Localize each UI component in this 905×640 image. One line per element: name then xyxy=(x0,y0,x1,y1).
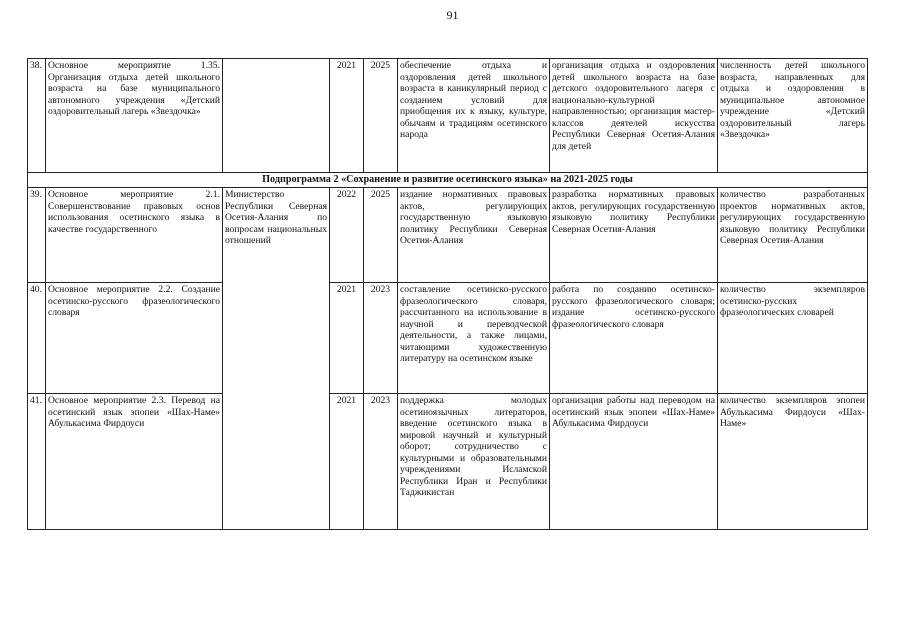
indicator-cell: количество экземпляров эпопеи Абулькасима Фирдоуси «Шах-Наме» xyxy=(718,394,868,530)
end-year-cell: 2025 xyxy=(364,188,398,283)
row-number: 38. xyxy=(28,59,46,173)
table-row xyxy=(28,283,868,394)
end-year-cell: 2025 xyxy=(364,59,398,173)
expected-result-cell: обеспечение отдыха и оздоровления детей школьного возраста в каникулярный период с созданием условий для приобщения их к языку, культуре, обычаям и традициям осетинского народа xyxy=(398,59,550,173)
indicator-cell: численность детей школьного возраста, направленных для отдыха и оздоровления в муниципальное автономное учреждение «Детский оздоровительный лагерь «Звездочка» xyxy=(718,59,868,173)
main-directions-cell: организация работы над переводом на осетинский язык эпопеи «Шах-Наме» Абулькасима Фирдоуси xyxy=(550,394,718,530)
row-number: 41. xyxy=(28,394,46,530)
expected-result-cell: поддержка молодых осетиноязычных литераторов, введение осетинского языка в мировой научный и культурный оборот; сотрудничество с культурными и образовательными учреждениями Исламской Республики Иран и Республики Таджикистан xyxy=(398,394,550,530)
expected-result-cell: издание нормативных правовых актов, регулирующих государственную языковую политику Республики Северная Осетия-Алания xyxy=(398,188,550,283)
start-year-cell: 2021 xyxy=(330,394,364,530)
row-number: 40. xyxy=(28,283,46,394)
start-year-cell: 2021 xyxy=(330,283,364,394)
subprogram-title: Подпрограмма 2 «Сохранение и развитие осетинского языка» на 2021-2025 годы xyxy=(28,173,868,188)
table-row xyxy=(28,394,868,530)
executor-cell xyxy=(223,59,330,173)
expected-result-cell: составление осетинско-русского фразеологического словаря, рассчитанного на использование в научной и переводческой деятельности, а также лицами, читающими художественную литературу на осетинском языке xyxy=(398,283,550,394)
executor-cell: Министерство Республики Северная Осетия-Алания по вопросам национальных отношений xyxy=(223,188,330,530)
indicator-cell: количество экземпляров осетинско-русских фразеологических словарей xyxy=(718,283,868,394)
event-cell: Основное мероприятие 2.1. Совершенствование правовых основ использования осетинского языка в качестве государственного xyxy=(46,188,223,283)
program-table xyxy=(27,58,868,530)
indicator-cell: количество разработанных проектов нормативных актов, регулирующих государственную языковую политику Республики Северная Осетия-Алания xyxy=(718,188,868,283)
end-year-cell: 2023 xyxy=(364,394,398,530)
end-year-cell: 2023 xyxy=(364,283,398,394)
row-number: 39. xyxy=(28,188,46,283)
table-row xyxy=(28,59,868,173)
event-cell: Основное мероприятие 1.35. Организация отдыха детей школьного возраста на базе муниципального автономного учреждения «Детский оздоровительный лагерь «Звездочка» xyxy=(46,59,223,173)
main-directions-cell: разработка нормативных правовых актов, регулирующих государственную языковую политику Республики Северная Осетия-Алания xyxy=(550,188,718,283)
event-cell: Основное мероприятие 2.2. Создание осетинско-русского фразеологического словаря xyxy=(46,283,223,394)
main-directions-cell: организация отдыха и оздоровления детей школьного возраста на базе детского оздоровительного лагеря с национально-культурной направленностью; организация мастер-классов деятелей искусства Республики Северная Осетия-Алания для детей xyxy=(550,59,718,173)
start-year-cell: 2021 xyxy=(330,59,364,173)
table-row xyxy=(28,188,868,283)
start-year-cell: 2022 xyxy=(330,188,364,283)
event-cell: Основное мероприятие 2.3. Перевод на осетинский язык эпопеи «Шах-Наме» Абулькасима Фирдоуси xyxy=(46,394,223,530)
subprogram-heading-row xyxy=(28,173,868,188)
main-directions-cell: работа по созданию осетинско-русского фразеологического словаря; издание осетинско-русского фразеологического словаря xyxy=(550,283,718,394)
page-number: 91 xyxy=(446,8,459,22)
